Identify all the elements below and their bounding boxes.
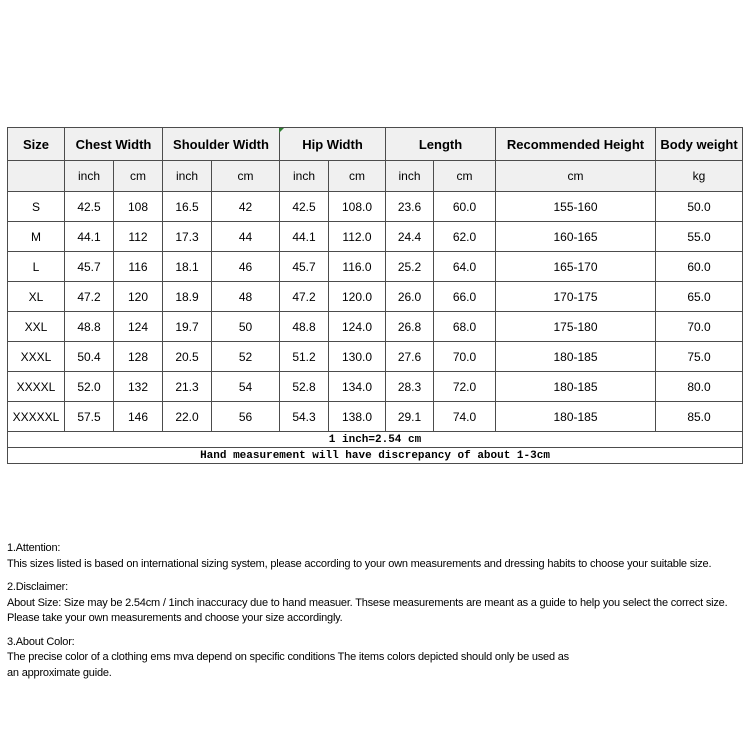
value-cell: 72.0: [434, 372, 496, 402]
value-cell: 21.3: [163, 372, 212, 402]
value-cell: 124: [114, 312, 163, 342]
value-cell: 29.1: [386, 402, 434, 432]
size-cell: XXXXXL: [8, 402, 65, 432]
size-cell: S: [8, 192, 65, 222]
value-cell: 42.5: [65, 192, 114, 222]
value-cell: 44.1: [65, 222, 114, 252]
value-cell: 112.0: [329, 222, 386, 252]
attention-section: [7, 541, 748, 572]
col-header-chest-width: Chest Width: [65, 128, 163, 161]
value-cell: 130.0: [329, 342, 386, 372]
footnote-row: [8, 432, 743, 448]
value-cell: 160-165: [496, 222, 656, 252]
value-cell: 60.0: [656, 252, 743, 282]
value-cell: 45.7: [65, 252, 114, 282]
value-cell: 170-175: [496, 282, 656, 312]
value-cell: 57.5: [65, 402, 114, 432]
value-cell: 19.7: [163, 312, 212, 342]
header-row-units: [8, 161, 743, 192]
disclaimer-section: [7, 580, 748, 627]
value-cell: 180-185: [496, 342, 656, 372]
subheader-weight-kg: kg: [656, 161, 743, 192]
value-cell: 124.0: [329, 312, 386, 342]
col-header-shoulder-width: Shoulder Width: [163, 128, 280, 161]
value-cell: 108.0: [329, 192, 386, 222]
table-row: [8, 402, 743, 432]
value-cell: 62.0: [434, 222, 496, 252]
value-cell: 47.2: [280, 282, 329, 312]
value-cell: 28.3: [386, 372, 434, 402]
value-cell: 23.6: [386, 192, 434, 222]
value-cell: 44: [212, 222, 280, 252]
value-cell: 56: [212, 402, 280, 432]
table-row: [8, 372, 743, 402]
table-row: [8, 312, 743, 342]
value-cell: 22.0: [163, 402, 212, 432]
subheader-shoulder-cm: cm: [212, 161, 280, 192]
subheader-empty: [8, 161, 65, 192]
value-cell: 64.0: [434, 252, 496, 282]
value-cell: 26.8: [386, 312, 434, 342]
value-cell: 20.5: [163, 342, 212, 372]
value-cell: 75.0: [656, 342, 743, 372]
size-chart-table: [7, 127, 743, 464]
value-cell: 42: [212, 192, 280, 222]
table-row: [8, 252, 743, 282]
value-cell: 48: [212, 282, 280, 312]
value-cell: 132: [114, 372, 163, 402]
value-cell: 54: [212, 372, 280, 402]
col-header-hip-width: Hip Width: [280, 128, 386, 161]
value-cell: 52.8: [280, 372, 329, 402]
subheader-chest-inch: inch: [65, 161, 114, 192]
value-cell: 180-185: [496, 372, 656, 402]
value-cell: 66.0: [434, 282, 496, 312]
value-cell: 155-160: [496, 192, 656, 222]
size-cell: XXL: [8, 312, 65, 342]
value-cell: 16.5: [163, 192, 212, 222]
green-corner-marker-icon: [279, 128, 284, 133]
value-cell: 175-180: [496, 312, 656, 342]
subheader-shoulder-inch: inch: [163, 161, 212, 192]
value-cell: 60.0: [434, 192, 496, 222]
disclaimer-heading: 2.Disclaimer:: [7, 581, 68, 593]
value-cell: 50: [212, 312, 280, 342]
disclaimer-line: About Size: Size may be 2.54cm / 1inch inaccuracy due to hand measuer. Thsese measurements are meant as a guide to help you select the correct size.: [7, 596, 728, 609]
value-cell: 24.4: [386, 222, 434, 252]
attention-line: This sizes listed is based on international sizing system, please according to your own measurements and dressing habits to choose your suitable size.: [7, 557, 712, 570]
subheader-hip-cm: cm: [329, 161, 386, 192]
value-cell: 48.8: [280, 312, 329, 342]
value-cell: 128: [114, 342, 163, 372]
value-cell: 17.3: [163, 222, 212, 252]
value-cell: 18.9: [163, 282, 212, 312]
value-cell: 47.2: [65, 282, 114, 312]
value-cell: 70.0: [656, 312, 743, 342]
value-cell: 112: [114, 222, 163, 252]
notes-text-block: [7, 541, 748, 689]
disclaimer-line: Please take your own measurements and choose your size accordingly.: [7, 612, 343, 624]
value-cell: 50.4: [65, 342, 114, 372]
value-cell: 51.2: [280, 342, 329, 372]
col-header-recommended-height: Recommended Height: [496, 128, 656, 161]
subheader-hip-inch: inch: [280, 161, 329, 192]
value-cell: 120: [114, 282, 163, 312]
footnote-hand-measurement: Hand measurement will have discrepancy of about 1-3cm: [8, 448, 743, 464]
about-color-line: The precise color of a clothing ems mva depend on specific conditions The items colors depicted should only be used as: [7, 651, 569, 663]
subheader-length-inch: inch: [386, 161, 434, 192]
value-cell: 45.7: [280, 252, 329, 282]
value-cell: 116: [114, 252, 163, 282]
value-cell: 44.1: [280, 222, 329, 252]
col-header-size: Size: [8, 128, 65, 161]
value-cell: 48.8: [65, 312, 114, 342]
col-header-body-weight: Body weight: [656, 128, 743, 161]
table-row: [8, 222, 743, 252]
value-cell: 116.0: [329, 252, 386, 282]
value-cell: 74.0: [434, 402, 496, 432]
table-row: [8, 342, 743, 372]
size-cell: XXXL: [8, 342, 65, 372]
size-cell: XXXXL: [8, 372, 65, 402]
value-cell: 18.1: [163, 252, 212, 282]
subheader-height-cm: cm: [496, 161, 656, 192]
value-cell: 52.0: [65, 372, 114, 402]
value-cell: 108: [114, 192, 163, 222]
value-cell: 50.0: [656, 192, 743, 222]
header-row-groups: [8, 128, 743, 161]
value-cell: 68.0: [434, 312, 496, 342]
footnote-row: [8, 448, 743, 464]
value-cell: 165-170: [496, 252, 656, 282]
size-table-body: [8, 192, 743, 432]
col-header-length: Length: [386, 128, 496, 161]
value-cell: 134.0: [329, 372, 386, 402]
value-cell: 55.0: [656, 222, 743, 252]
about-color-heading: 3.About Color:: [7, 635, 75, 648]
attention-heading: 1.Attention:: [7, 542, 61, 554]
value-cell: 42.5: [280, 192, 329, 222]
value-cell: 146: [114, 402, 163, 432]
about-color-line: an approximate guide.: [7, 666, 112, 679]
size-cell: M: [8, 222, 65, 252]
value-cell: 80.0: [656, 372, 743, 402]
subheader-chest-cm: cm: [114, 161, 163, 192]
value-cell: 54.3: [280, 402, 329, 432]
value-cell: 26.0: [386, 282, 434, 312]
value-cell: 25.2: [386, 252, 434, 282]
footnote-inch-conversion: 1 inch=2.54 cm: [8, 432, 743, 448]
value-cell: 52: [212, 342, 280, 372]
value-cell: 65.0: [656, 282, 743, 312]
value-cell: 180-185: [496, 402, 656, 432]
value-cell: 46: [212, 252, 280, 282]
value-cell: 120.0: [329, 282, 386, 312]
value-cell: 138.0: [329, 402, 386, 432]
table-row: [8, 192, 743, 222]
value-cell: 70.0: [434, 342, 496, 372]
size-cell: L: [8, 252, 65, 282]
size-cell: XL: [8, 282, 65, 312]
table-row: [8, 282, 743, 312]
value-cell: 27.6: [386, 342, 434, 372]
about-color-section: [7, 635, 748, 682]
subheader-length-cm: cm: [434, 161, 496, 192]
value-cell: 85.0: [656, 402, 743, 432]
